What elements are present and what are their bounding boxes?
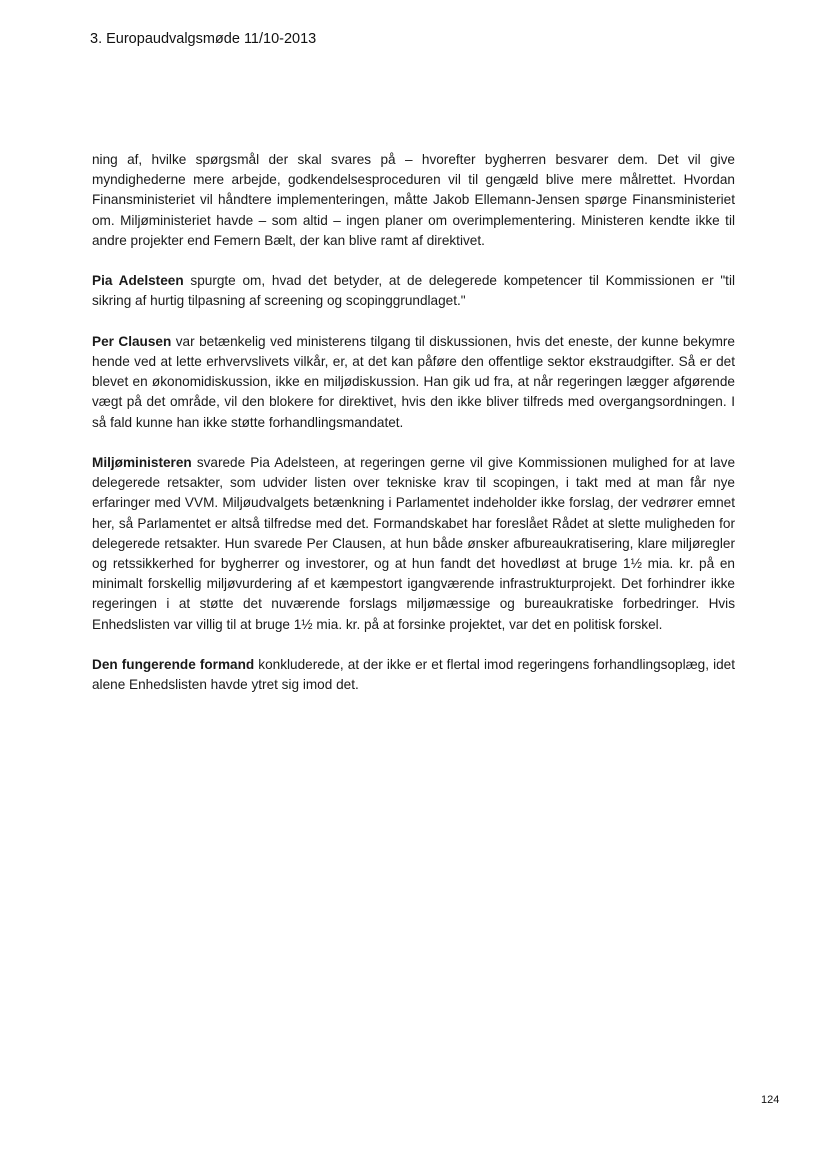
paragraph-miljoeministeren (92, 453, 735, 635)
document-body (92, 150, 735, 716)
speaker-name: Pia Adelsteen (92, 273, 184, 289)
document-header: 3. Europaudvalgsmøde 11/10-2013 (90, 31, 317, 47)
paragraph-text: spurgte om, hvad det betyder, at de delegerede kompetencer til Kommissionen er "til sikring af hurtig tilpasning af screening og scopinggrundlaget." (92, 273, 736, 309)
speaker-name: Per Clausen (92, 333, 172, 349)
paragraph-text: svarede Pia Adelsteen, at regeringen gerne vil give Kommissionen mulighed for at lave delegerede retsakter, som udvider listen over tekniske krav til scopingen, i takt med at man får nye erfaringer med VVM. Miljøudvalgets betænkning i Parlamentet indeholder ikke forslag, der vedrører emnet her, så Parlamentet er altså tilfredse med det. Formandskabet har foreslået Rådet at slette muligheden for delegerede retsakter. Hun svarede Per Clausen, at hun både ønsker afbureaukratisering, klare miljøregler og retssikkerhed for bygherrer og investorer, og at hun fandt det hovedløst at bruge 1½ mia. kr. på en minimalt forskellig miljøvurdering af et kæmpestort igangværende infrastrukturprojekt. Det forhindrer ikke regeringen i at støtte det nuværende forslags miljømæssige og bureaukratiske forbedringer. Hvis Enhedslisten var villig til at bruge 1½ mia. kr. på at forsinke projektet, var det en politisk forskel. (92, 455, 735, 632)
paragraph-per-clausen (92, 332, 735, 433)
speaker-name: Den fungerende formand (92, 657, 255, 673)
page-number: 124 (761, 1094, 780, 1106)
paragraph-text: ning af, hvilke spørgsmål der skal svares på – hvorefter bygherren besvarer dem. Det vil give myndighederne mere arbejde, godkendelsesproceduren vil til gengæld blive mere målrettet. Hvordan Finansministeriet vil håndtere implementeringen, måtte Jakob Ellemann-Jensen spørge Finansministeriet om. Miljøministeriet havde – som altid – ingen planer om overimplementering. Ministeren kendte ikke til andre projekter end Femern Bælt, der kan blive ramt af direktivet. (92, 152, 735, 248)
paragraph-pia-adelsteen (92, 271, 735, 311)
paragraph-text: var betænkelig ved ministerens tilgang til diskussionen, hvis det eneste, der kunne bekymre hende ved at lette erhvervslivets vilkår, er, at det kan påføre den offentlige sektor ekstraudgifter. Så er det blevet en økonomidiskussion, ikke en miljødiskussion. Han gik ud fra, at når regeringen lægger afgørende vægt på det område, vil den blokere for direktivet, hvis den ikke bliver tilfreds med overgangsordningen. I så fald kunne han ikke støtte forhandlingsmandatet. (92, 333, 735, 430)
paragraph-continuation (92, 150, 735, 251)
paragraph-formand (92, 655, 735, 695)
speaker-name: Miljøministeren (92, 455, 192, 470)
paragraph-text: konkluderede, at der ikke er et flertal imod regeringens forhandlingsoplæg, idet alene Enhedslisten havde ytret sig imod det. (92, 657, 735, 693)
